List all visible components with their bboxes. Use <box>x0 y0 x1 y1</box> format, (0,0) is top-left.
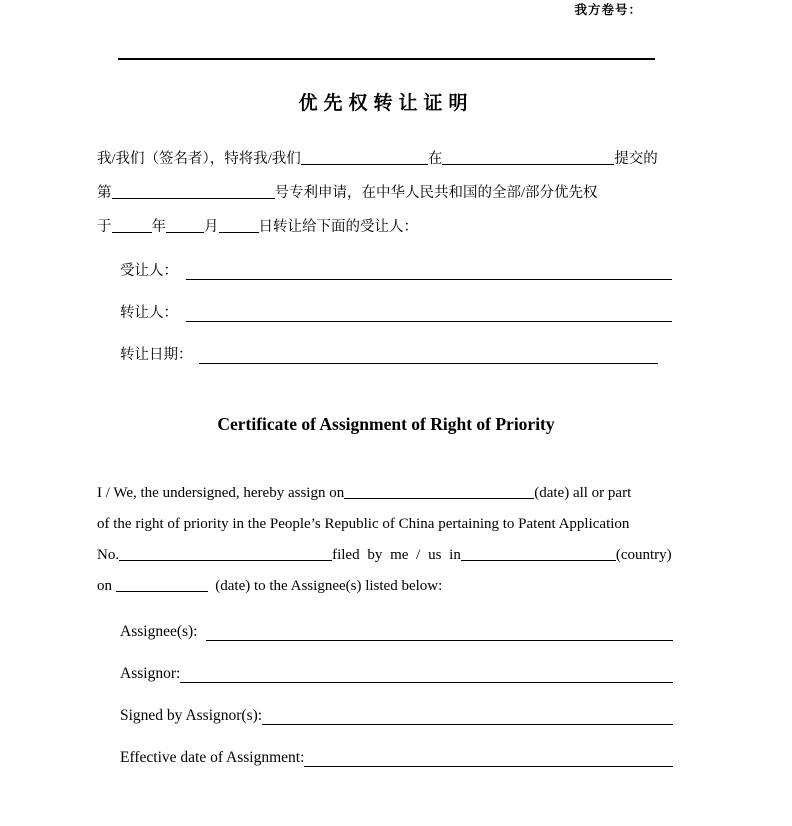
blank-field-country <box>442 151 614 166</box>
text-run: 年 <box>151 219 166 235</box>
field-row-assignor-en <box>120 664 673 683</box>
assignor-line-en <box>180 664 673 683</box>
blank-field-application-number <box>112 185 275 200</box>
assignee-label-en: Assignee(s): <box>120 623 198 640</box>
chinese-paragraph <box>97 147 697 249</box>
text-run: 我/我们（签名者），特将我/我们 <box>97 151 301 167</box>
text-run: No. <box>97 547 120 563</box>
field-row-assignee-en <box>120 622 673 641</box>
blank-field-year <box>112 219 152 234</box>
assignor-line-cn <box>186 303 672 322</box>
blank-field-application-number <box>119 546 332 561</box>
paragraph-line <box>97 575 707 606</box>
blank-field-day <box>219 219 259 234</box>
signed-by-assignor-label: Signed by Assignor(s): <box>120 707 263 724</box>
chinese-title: 优先权转让证明 <box>298 93 474 114</box>
blank-field-date <box>344 484 534 499</box>
text-run: of the right of priority in the People’s Republic of China pertaining to Patent Application <box>97 516 630 532</box>
text-run: 号专利申请，在中华人民共和国的全部/部分优先权 <box>274 185 598 201</box>
field-row-date-cn <box>120 345 658 364</box>
effective-date-label: Effective date of Assignment: <box>120 749 305 766</box>
text-run: filed by me / us in <box>332 547 461 563</box>
assignee-label-cn: 受让人： <box>120 263 178 279</box>
effective-date-line <box>304 748 673 767</box>
assignee-line-cn <box>186 261 672 280</box>
text-run: (date) all or part <box>534 485 632 501</box>
docket-number-label: 我方卷号： <box>574 3 642 17</box>
text-run: 提交的 <box>614 151 658 167</box>
field-row-effective-date <box>120 748 673 767</box>
date-label-cn: 转让日期： <box>120 347 193 363</box>
field-row-assignor-cn <box>120 303 672 322</box>
text-run: on <box>97 578 112 594</box>
blank-field-filing-date <box>116 577 208 592</box>
paragraph-line <box>97 215 697 249</box>
text-run: 于 <box>97 219 112 235</box>
assignor-label-cn: 转让人： <box>120 305 178 321</box>
text-run: 月 <box>204 219 219 235</box>
assignor-label-en: Assignor: <box>120 665 181 682</box>
field-row-signed-by-assignor <box>120 706 673 725</box>
english-paragraph <box>97 482 707 606</box>
text-run: 第 <box>97 185 112 201</box>
paragraph-line <box>97 544 707 575</box>
blank-field-applicant <box>301 151 428 166</box>
text-run: I / We, the undersigned, hereby assign on <box>97 485 345 501</box>
field-row-assignee-cn <box>120 261 672 280</box>
paragraph-line <box>97 181 697 215</box>
text-run: (date) to the Assignee(s) listed below: <box>215 578 443 594</box>
paragraph-line <box>97 482 707 513</box>
text-run: (country) <box>615 547 672 563</box>
text-run: 日转让给下面的受让人： <box>258 219 418 235</box>
date-line-cn <box>199 345 659 364</box>
blank-field-country <box>461 546 616 561</box>
paragraph-line <box>97 147 697 181</box>
paragraph-line <box>97 513 707 544</box>
header-rule <box>118 58 655 60</box>
signed-by-assignor-line <box>262 706 673 725</box>
blank-field-month <box>166 219 204 234</box>
text-run: 在 <box>427 151 443 167</box>
english-title: Certificate of Assignment of Right of Priority <box>217 414 555 434</box>
assignee-line-en <box>206 622 674 641</box>
